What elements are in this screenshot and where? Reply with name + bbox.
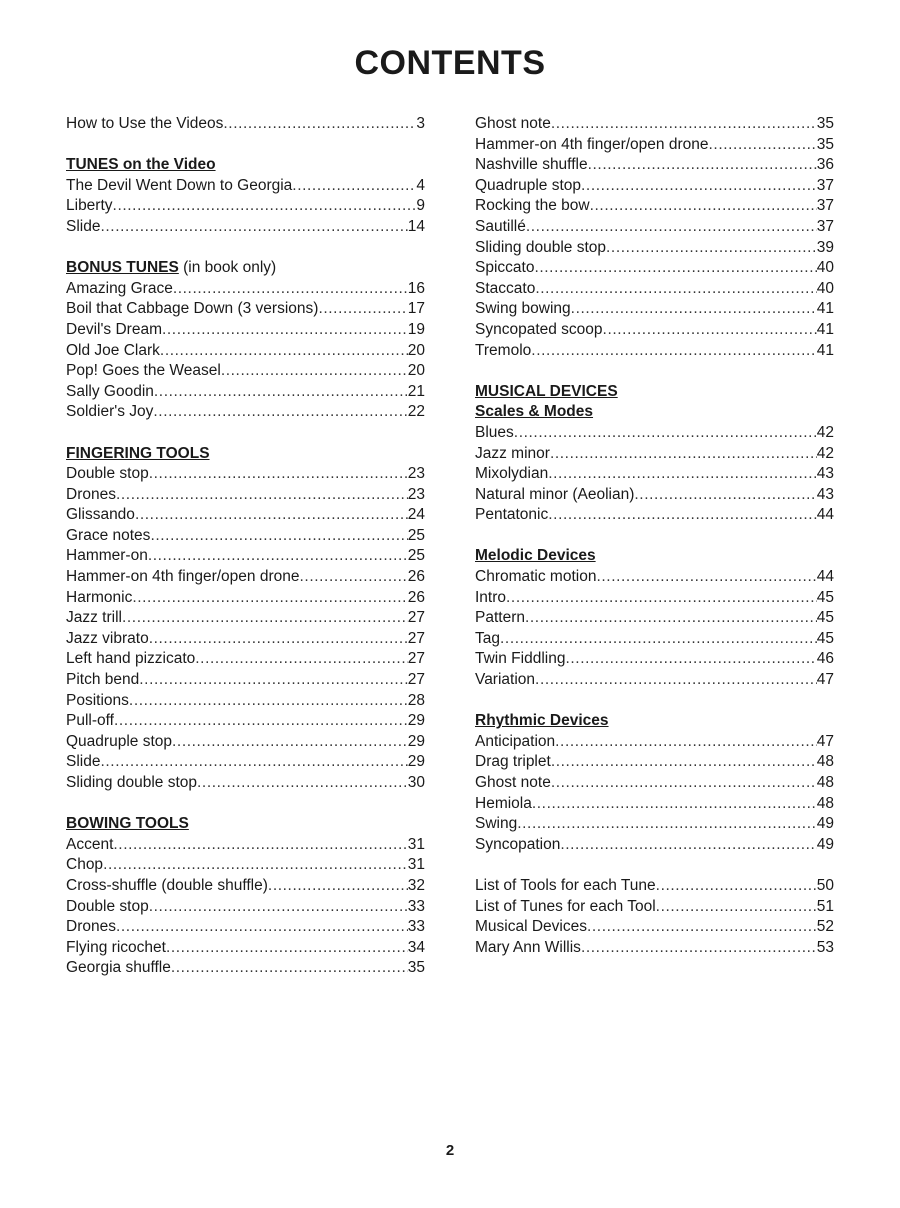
toc-entry-page: 14 xyxy=(407,217,425,235)
toc-entry-label: List of Tools for each Tune xyxy=(475,876,656,894)
toc-entry-page: 31 xyxy=(407,835,425,853)
toc-entry-page: 27 xyxy=(407,629,425,647)
toc-entry-page: 46 xyxy=(816,650,834,668)
toc-entry xyxy=(475,176,834,197)
section-heading-text: TUNES on the Video xyxy=(66,156,216,174)
toc-entry-label: Rocking the bow xyxy=(475,197,590,215)
toc-entry-page: 44 xyxy=(816,506,834,524)
toc-entry-page: 37 xyxy=(816,176,834,194)
dot-leader xyxy=(581,176,817,197)
dot-leader xyxy=(551,752,817,773)
toc-entry-label: Tag xyxy=(475,629,500,647)
dot-leader xyxy=(268,876,408,897)
toc-entry-page: 42 xyxy=(816,423,834,441)
toc-entry-page: 43 xyxy=(816,485,834,503)
toc-entry-page: 45 xyxy=(816,609,834,627)
toc-entry-page: 34 xyxy=(407,938,425,956)
toc-entry-page: 48 xyxy=(816,753,834,771)
toc-entry-page: 33 xyxy=(407,918,425,936)
toc-entry xyxy=(66,629,425,650)
dot-leader xyxy=(548,505,817,526)
dot-leader xyxy=(103,855,408,876)
toc-entry-label: Accent xyxy=(66,835,114,853)
section-heading-note: (in book only) xyxy=(178,259,277,277)
toc-entry xyxy=(66,361,425,382)
toc-entry-label: Devil's Dream xyxy=(66,320,162,338)
section-heading-text: Melodic Devices xyxy=(475,547,596,565)
toc-entry xyxy=(475,670,834,691)
toc-entry-page: 42 xyxy=(816,444,834,462)
dot-leader xyxy=(195,649,407,670)
toc-entry-label: Drones xyxy=(66,485,116,503)
toc-entry xyxy=(66,897,425,918)
section-spacer xyxy=(66,238,425,259)
dot-leader xyxy=(555,732,817,753)
section-spacer xyxy=(475,691,834,712)
dot-leader xyxy=(122,608,408,629)
toc-entry-label: List of Tunes for each Tool xyxy=(475,897,656,915)
dot-leader xyxy=(550,444,817,465)
dot-leader xyxy=(532,794,817,815)
section-heading-scales-modes xyxy=(475,402,834,423)
dot-leader xyxy=(116,917,408,938)
toc-entry-label: Quadruple stop xyxy=(475,176,581,194)
toc-entry-label: Ghost note xyxy=(475,774,551,791)
toc-entry-label: Jazz minor xyxy=(475,444,550,462)
toc-entry-page: 37 xyxy=(816,217,834,235)
toc-entry-page: 35 xyxy=(407,959,425,977)
toc-entry-label: Old Joe Clark xyxy=(66,341,160,359)
toc-entry-page: 27 xyxy=(407,650,425,668)
dot-leader xyxy=(514,423,817,444)
toc-entry-page: 9 xyxy=(416,197,425,215)
toc-entry-label: Staccato xyxy=(475,279,536,297)
section-spacer xyxy=(475,361,834,382)
dot-leader xyxy=(135,505,408,526)
toc-entry-page: 23 xyxy=(407,465,425,483)
dot-leader xyxy=(160,341,408,362)
dot-leader xyxy=(548,464,817,485)
toc-entry-page: 41 xyxy=(816,320,834,338)
toc-entry xyxy=(475,485,834,506)
toc-entry xyxy=(66,546,425,567)
section-heading-bowing-tools xyxy=(66,814,425,835)
dot-leader xyxy=(139,670,408,691)
toc-entry-label: Positions xyxy=(66,691,129,709)
dot-leader xyxy=(129,691,408,712)
toc-entry-page: 31 xyxy=(407,856,425,874)
toc-entry xyxy=(66,773,425,794)
dot-leader xyxy=(100,752,407,773)
toc-entry-page: 32 xyxy=(407,876,425,894)
toc-entry xyxy=(66,711,425,732)
toc-entry-label: Georgia shuffle xyxy=(66,959,171,977)
toc-entry xyxy=(66,876,425,897)
toc-entry-page: 48 xyxy=(816,774,834,791)
toc-entry-page: 29 xyxy=(407,753,425,771)
dot-leader xyxy=(300,567,408,588)
toc-entry-page: 19 xyxy=(407,320,425,338)
toc-entry xyxy=(475,629,834,650)
section-heading-text: BOWING TOOLS xyxy=(66,815,189,833)
toc-entry xyxy=(475,279,834,300)
dot-leader xyxy=(709,135,817,156)
toc-entry xyxy=(475,814,834,835)
toc-entry-label: Blues xyxy=(475,423,514,441)
toc-entry-page: 35 xyxy=(816,115,834,132)
section-heading-bonus-tunes xyxy=(66,258,425,279)
toc-entry xyxy=(475,732,834,753)
section-heading-musical-devices xyxy=(475,382,834,403)
toc-entry-label: Double stop xyxy=(66,465,149,483)
toc-entry-page: 3 xyxy=(416,115,425,132)
toc-entry-page: 25 xyxy=(407,547,425,565)
dot-leader xyxy=(603,320,817,341)
toc-entry-label: Pattern xyxy=(475,609,525,627)
toc-entry-label: Swing xyxy=(475,815,518,833)
toc-entry-label: Drones xyxy=(66,918,116,936)
toc-entry xyxy=(66,732,425,753)
toc-right-column xyxy=(475,114,834,958)
toc-entry xyxy=(475,588,834,609)
section-heading-tunes-on-the-video xyxy=(66,155,425,176)
toc-entry xyxy=(475,567,834,588)
toc-entry-page: 27 xyxy=(407,609,425,627)
toc-entry-page: 52 xyxy=(816,918,834,936)
toc-entry-label: Grace notes xyxy=(66,526,151,544)
dot-leader xyxy=(565,649,816,670)
toc-entry xyxy=(475,649,834,670)
toc-entry-label: Mixolydian xyxy=(475,465,549,483)
section-heading-fingering-tools xyxy=(66,444,425,465)
dot-leader xyxy=(590,196,817,217)
toc-entry-page: 21 xyxy=(407,382,425,400)
section-spacer xyxy=(66,423,425,444)
toc-entry-page: 41 xyxy=(816,300,834,318)
toc-entry-page: 47 xyxy=(816,732,834,750)
dot-leader xyxy=(197,773,408,794)
dot-leader xyxy=(571,299,817,320)
toc-entry-page: 44 xyxy=(816,568,834,586)
toc-entry-label: Twin Fiddling xyxy=(475,650,566,668)
toc-entry-label: Flying ricochet xyxy=(66,938,166,956)
toc-entry-page: 20 xyxy=(407,341,425,359)
toc-entry xyxy=(475,423,834,444)
toc-entry xyxy=(475,464,834,485)
toc-entry-label: Jazz vibrato xyxy=(66,629,149,647)
dot-leader xyxy=(149,464,408,485)
toc-entry-label: Pentatonic xyxy=(475,506,549,524)
toc-entry-label: The Devil Went Down to Georgia xyxy=(66,176,293,194)
dot-leader xyxy=(596,567,816,588)
dot-leader xyxy=(172,732,408,753)
toc-entry xyxy=(66,608,425,629)
toc-entry-page: 24 xyxy=(407,506,425,524)
toc-entry-label: Chop xyxy=(66,856,104,874)
toc-entry xyxy=(475,876,834,897)
toc-entry-page: 49 xyxy=(816,835,834,853)
toc-entry-page: 43 xyxy=(816,465,834,483)
toc-entry xyxy=(66,526,425,547)
toc-entry xyxy=(475,917,834,938)
toc-entry-label: Sautillé xyxy=(475,217,526,235)
toc-entry-label: Left hand pizzicato xyxy=(66,650,196,668)
dot-leader xyxy=(634,485,816,506)
dot-leader xyxy=(517,814,817,835)
toc-entry-label: Soldier's Joy xyxy=(66,403,154,421)
toc-entry-label: Nashville shuffle xyxy=(475,156,588,174)
toc-entry xyxy=(66,382,425,403)
dot-leader xyxy=(148,546,408,567)
toc-entry-label: Pitch bend xyxy=(66,671,140,689)
toc-entry-page: 49 xyxy=(816,815,834,833)
toc-entry xyxy=(66,835,425,856)
toc-entry xyxy=(475,299,834,320)
toc-entry-page: 17 xyxy=(407,300,425,318)
dot-leader xyxy=(149,897,408,918)
dot-leader xyxy=(150,526,407,547)
toc-entry-label: Sliding double stop xyxy=(66,774,197,791)
toc-entry-label: Syncopated scoop xyxy=(475,320,603,338)
dot-leader xyxy=(173,279,408,300)
dot-leader xyxy=(318,299,407,320)
toc-entry-label: Spiccato xyxy=(475,259,535,277)
toc-entry-label: Tremolo xyxy=(475,341,532,359)
toc-entry-label: Jazz trill xyxy=(66,609,122,627)
toc-entry-page: 30 xyxy=(407,774,425,791)
toc-entry-page: 26 xyxy=(407,568,425,586)
dot-leader xyxy=(100,217,407,238)
section-heading-melodic-devices xyxy=(475,546,834,567)
dot-leader xyxy=(534,258,816,279)
toc-entry-label: Harmonic xyxy=(66,588,133,606)
dot-leader xyxy=(588,155,817,176)
toc-entry xyxy=(66,752,425,773)
dot-leader xyxy=(551,114,817,135)
toc-entry-label: Hammer-on 4th finger/open drone xyxy=(66,568,300,586)
dot-leader xyxy=(656,897,817,918)
toc-entry xyxy=(66,196,425,217)
toc-entry-label: Amazing Grace xyxy=(66,279,173,297)
toc-entry-label: Musical Devices xyxy=(475,918,587,936)
toc-entry-page: 51 xyxy=(816,897,834,915)
toc-entry-page: 40 xyxy=(816,279,834,297)
toc-entry-page: 22 xyxy=(407,403,425,421)
toc-entry xyxy=(66,176,425,197)
toc-entry-page: 29 xyxy=(407,712,425,730)
toc-entry-page: 26 xyxy=(407,588,425,606)
toc-entry xyxy=(475,155,834,176)
toc-entry-page: 25 xyxy=(407,526,425,544)
toc-entry xyxy=(475,444,834,465)
toc-left-column xyxy=(66,114,425,979)
dot-leader xyxy=(531,341,816,362)
toc-entry-page: 41 xyxy=(816,341,834,359)
toc-entry-label: Swing bowing xyxy=(475,300,571,318)
section-heading-text: BONUS TUNES xyxy=(66,259,179,277)
toc-entry-label: Sliding double stop xyxy=(475,238,606,256)
dot-leader xyxy=(525,608,817,629)
toc-entry xyxy=(475,135,834,156)
toc-entry-label: Double stop xyxy=(66,897,149,915)
toc-entry xyxy=(475,608,834,629)
section-spacer xyxy=(66,135,425,156)
toc-entry xyxy=(475,505,834,526)
toc-entry-page: 4 xyxy=(416,176,425,194)
toc-entry-page: 40 xyxy=(816,259,834,277)
toc-entry-label: Natural minor (Aeolian) xyxy=(475,485,635,503)
toc-entry-page: 29 xyxy=(407,732,425,750)
dot-leader xyxy=(587,917,817,938)
toc-entry-label: Hammer-on 4th finger/open drone xyxy=(475,135,709,153)
section-heading-text: FINGERING TOOLS xyxy=(66,444,210,462)
toc-entry xyxy=(66,217,425,238)
dot-leader xyxy=(171,958,408,979)
toc-entry-page: 48 xyxy=(816,794,834,812)
toc-entry-label: Anticipation xyxy=(475,732,556,750)
toc-entry-label: Ghost note xyxy=(475,115,551,132)
toc-entry-page: 37 xyxy=(816,197,834,215)
dot-leader xyxy=(116,485,408,506)
toc-entry-label: Pop! Goes the Weasel xyxy=(66,362,221,380)
dot-leader xyxy=(606,238,817,259)
dot-leader xyxy=(113,835,407,856)
section-heading-text: Rhythmic Devices xyxy=(475,712,609,730)
toc-entry xyxy=(66,691,425,712)
dot-leader xyxy=(560,835,816,856)
dot-leader xyxy=(166,938,408,959)
toc-entry xyxy=(66,505,425,526)
toc-entry xyxy=(475,238,834,259)
dot-leader xyxy=(113,196,417,217)
toc-entry xyxy=(475,258,834,279)
dot-leader xyxy=(153,402,407,423)
toc-entry-label: Glissando xyxy=(66,506,135,524)
page-number: 2 xyxy=(445,1142,455,1159)
section-spacer xyxy=(475,526,834,547)
toc-entry xyxy=(475,752,834,773)
toc-entry-label: Sally Goodin xyxy=(66,382,154,400)
dot-leader xyxy=(223,114,416,135)
toc-entry xyxy=(66,855,425,876)
dot-leader xyxy=(162,320,408,341)
dot-leader xyxy=(656,876,817,897)
toc-entry xyxy=(475,341,834,362)
toc-entry-label: Boil that Cabbage Down (3 versions) xyxy=(66,300,319,318)
toc-entry xyxy=(475,196,834,217)
toc-entry-label: Hammer-on xyxy=(66,547,148,565)
toc-entry-label: Liberty xyxy=(66,197,113,215)
toc-entry-page: 16 xyxy=(407,279,425,297)
dot-leader xyxy=(551,773,817,794)
toc-entry xyxy=(475,773,834,794)
section-heading-rhythmic-devices xyxy=(475,711,834,732)
toc-entry-label: Chromatic motion xyxy=(475,568,597,586)
toc-entry xyxy=(475,938,834,959)
toc-entry-label: Slide xyxy=(66,753,101,771)
toc-entry-page: 27 xyxy=(407,671,425,689)
toc-entry-label: Quadruple stop xyxy=(66,732,172,750)
toc-entry-label: Mary Ann Willis xyxy=(475,938,581,956)
toc-entry xyxy=(66,464,425,485)
toc-entry-page: 35 xyxy=(816,135,834,153)
toc-entry xyxy=(66,588,425,609)
toc-entry-page: 50 xyxy=(816,876,834,894)
toc-entry xyxy=(66,341,425,362)
toc-entry-label: How to Use the Videos xyxy=(66,115,224,132)
dot-leader xyxy=(506,588,817,609)
toc-entry-page: 28 xyxy=(407,691,425,709)
dot-leader xyxy=(535,670,817,691)
section-heading-text: MUSICAL DEVICES xyxy=(475,382,618,400)
toc-entry xyxy=(66,649,425,670)
toc-entry-label: Cross-shuffle (double shuffle) xyxy=(66,876,268,894)
toc-entry-label: Drag triplet xyxy=(475,753,551,771)
dot-leader xyxy=(114,711,408,732)
toc-entry-page: 47 xyxy=(816,671,834,689)
toc-entry xyxy=(66,114,425,135)
toc-entry xyxy=(66,485,425,506)
toc-entry xyxy=(475,835,834,856)
dot-leader xyxy=(221,361,408,382)
toc-entry xyxy=(66,320,425,341)
toc-entry xyxy=(66,402,425,423)
toc-entry-page: 33 xyxy=(407,897,425,915)
toc-entry xyxy=(66,279,425,300)
dot-leader xyxy=(581,938,817,959)
toc-entry-label: Variation xyxy=(475,671,536,689)
toc-entry-page: 36 xyxy=(816,156,834,174)
toc-entry xyxy=(66,567,425,588)
toc-entry xyxy=(66,299,425,320)
toc-entry xyxy=(475,320,834,341)
toc-entry-page: 53 xyxy=(816,938,834,956)
toc-entry-label: Intro xyxy=(475,588,507,606)
toc-entry xyxy=(66,670,425,691)
toc-entry-page: 39 xyxy=(816,238,834,256)
toc-entry-page: 20 xyxy=(407,362,425,380)
toc-entry xyxy=(475,897,834,918)
dot-leader xyxy=(535,279,816,300)
section-spacer xyxy=(475,855,834,876)
toc-entry-page: 23 xyxy=(407,485,425,503)
toc-entry-page: 45 xyxy=(816,629,834,647)
toc-entry xyxy=(475,217,834,238)
toc-entry-page: 45 xyxy=(816,588,834,606)
toc-entry-label: Pull-off xyxy=(66,712,114,730)
page-title: CONTENTS xyxy=(354,44,546,82)
toc-entry xyxy=(66,938,425,959)
dot-leader xyxy=(500,629,817,650)
dot-leader xyxy=(132,588,407,609)
toc-entry-label: Hemiola xyxy=(475,794,532,812)
dot-leader xyxy=(292,176,416,197)
toc-entry xyxy=(475,114,834,135)
dot-leader xyxy=(526,217,817,238)
section-spacer xyxy=(66,794,425,815)
toc-entry xyxy=(66,917,425,938)
toc-entry-label: Slide xyxy=(66,217,101,235)
toc-entry-label: Syncopation xyxy=(475,835,561,853)
toc-entry xyxy=(475,794,834,815)
section-heading-text: Scales & Modes xyxy=(475,403,594,421)
toc-entry xyxy=(66,958,425,979)
dot-leader xyxy=(149,629,408,650)
dot-leader xyxy=(154,382,408,403)
